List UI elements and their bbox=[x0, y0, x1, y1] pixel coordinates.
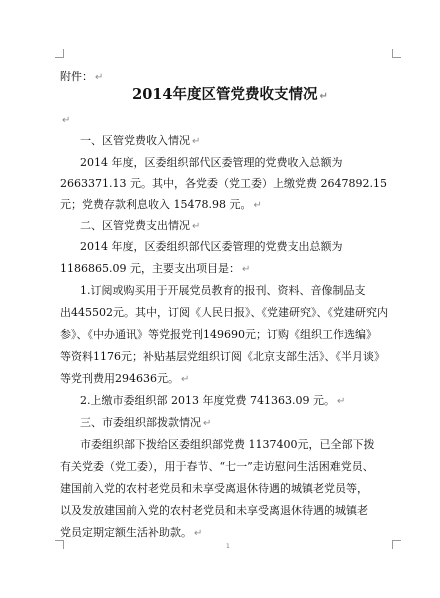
section3-heading: 三、市委组织部拨款情况 ↵ bbox=[80, 416, 212, 429]
attachment-label: 附件： bbox=[60, 70, 93, 83]
corner-mark-top-left bbox=[55, 49, 64, 58]
section1-line-2: 2663371.13 元。其中，各党委（党工委）上缴党费 2647892.15 bbox=[60, 177, 387, 190]
paragraph-mark: ↵ bbox=[95, 72, 104, 83]
section2-line-1: 2014 年度，区委组织部代区委管理的党费支出总额为 bbox=[80, 240, 343, 253]
section2-item1-line-1: 1.订阅或购买用于开展党员教育的报刊、资料、音像制品支 bbox=[80, 284, 366, 297]
empty-line bbox=[60, 113, 400, 128]
section3-line-4: 以及发放建国前入党的农村老党员和未享受离退休待遇的城镇老 bbox=[60, 504, 368, 517]
section3-line-1: 市委组织部下拨给区委组织部党费 1137400元，已全部下拨 bbox=[80, 438, 375, 451]
document-title bbox=[60, 88, 400, 104]
section3-line-3: 建国前入党的农村老党员和未享受离退休待遇的城镇老党员等， bbox=[60, 482, 368, 495]
page-number: 1 bbox=[226, 543, 230, 550]
section1-line-1: 2014 年度，区委组织部代区委管理的党费收入总额为 bbox=[80, 156, 343, 169]
paragraph-mark: ↵ bbox=[62, 115, 71, 126]
title-text: 2014年度区管党费收支情况 bbox=[132, 86, 318, 103]
attachment-label-line bbox=[60, 70, 400, 85]
section1-heading: 一、区管党费收入情况 ↵ bbox=[80, 134, 201, 147]
section2-item1-line-2: 出445502元。其中，订阅《人民日报》、《党建研究》、《党建研究内 bbox=[60, 306, 388, 319]
paragraph-mark: ↵ bbox=[319, 91, 328, 102]
section2-item1-line-3: 参》、《中办通讯》等党报党刊149690元；订购《组织工作选编》 bbox=[60, 328, 377, 341]
section2-line-2: 1186865.09 元，主要支出项目是： ↵ bbox=[60, 262, 251, 275]
section2-heading: 二、区管党费支出情况 ↵ bbox=[80, 219, 201, 232]
section3-line-5: 党员定期定额生活补助款。 ↵ bbox=[60, 526, 203, 539]
section2-item1-line-4: 等资料1176元；补贴基层党组织订阅《北京支部生活》、《半月谈》 bbox=[60, 350, 385, 363]
corner-mark-bottom-right bbox=[392, 540, 401, 549]
corner-mark-bottom-left bbox=[55, 540, 64, 549]
section3-line-2: 有关党委（党工委），用于春节、“七一”走访慰问生活困难党员、 bbox=[60, 460, 374, 473]
section2-item2: 2.上缴市委组织部 2013 年度党费 741363.09 元。 ↵ bbox=[80, 394, 346, 407]
corner-mark-top-right bbox=[392, 49, 401, 58]
section1-line-3: 元；党费存款利息收入 15478.98 元。 ↵ bbox=[60, 198, 262, 211]
section2-item1-line-5: 等党刊费用294636元。 ↵ bbox=[60, 372, 190, 385]
